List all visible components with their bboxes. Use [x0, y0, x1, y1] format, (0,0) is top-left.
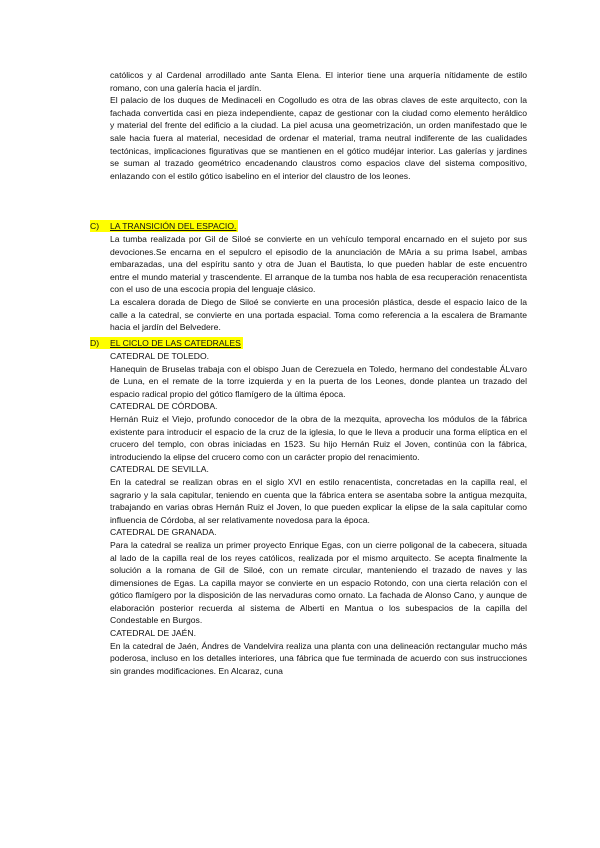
section-c-text-block: [110, 233, 527, 334]
section-c-heading: [90, 220, 238, 232]
jaen-paragraph: En la catedral de Jaén, Ándres de Vandelvira realiza una planta con una delineación rectangular mucho más poderosa, incluso en los detalles interiores, una fábrica que fue terminada de acuerdo con sus instrucciones sin grandes modificaciones. En Alcaraz, cuna: [110, 640, 527, 676]
section-c-title: LA TRANSICIÓN DEL ESPACIO.: [110, 221, 237, 231]
sevilla-paragraph: En la catedral se realizan obras en el siglo XVI en estilo renacentista, concretadas en la capilla real, el sagrario y la sala capitular, teniendo en cuenta que la fábrica entera se asentaba sobre la antigua mezquita, trabajando en varias obras Hernán Ruiz el Joven, lo que pueden explicar la elipse de la sala capitular como influencia de Córdoba, al ser relativamente novedosa para la época.: [110, 476, 527, 525]
section-d-letter: D): [90, 338, 100, 348]
cordoba-heading: CATEDRAL DE CÓRDOBA.: [110, 401, 218, 412]
granada-heading: CATEDRAL DE GRANADA.: [110, 527, 217, 538]
intro-text-block: [110, 69, 527, 182]
section-c-highlight: [90, 220, 238, 232]
section-d-title: EL CICLO DE LAS CATEDRALES: [110, 338, 241, 348]
jaen-heading: CATEDRAL DE JAÉN.: [110, 628, 196, 639]
intro-paragraph-2: El palacio de los duques de Medinaceli en Cogolludo es otra de las obras claves de este arquitecto, con la fachada convertida casi en pieza independiente, capaz de gestionar con la ciudad como elemento heráldico y material del frente del edificio a la ciudad. La piel acusa una geometrización, un orden manifestado que le sale hacia fuera al material, necesidad de ordenar el material, trama neutral indiferente de las cualidades tectónicas, implicaciones figurativas que se mantienen en el gótico mudéjar interior. Las galerías y jardines se suman al trazado geométrico encadenando claustros como espacios clave del sistema compositivo, enlazando con el estilo gótico isabelino en el interior del claustro de los leones.: [110, 95, 527, 181]
toledo-heading: CATEDRAL DE TOLEDO.: [110, 351, 210, 361]
cordoba-paragraph: Hernán Ruiz el Viejo, profundo conocedor de la obra de la mezquita, aprovecha los módulos de la fábrica existente para introducir el espacio de la cruz de la iglesia, lo que le lleva a producir una forma elíptica en el crucero del templo, con obras iniciadas en 1523. Su hijo Hernán Ruiz el Joven, continúa con la fábrica, introduciendo la elipse del crucero como con un carácter propio del renacimiento.: [110, 413, 527, 462]
section-c-paragraph-2: La escalera dorada de Diego de Siloé se convierte en una procesión plástica, desde el espacio laico de la calle a la catedral, se convierte en una portada espacial. Toma como referencia a la escalera de Bramante hacia el jardín del Belvedere.: [110, 296, 527, 333]
sevilla-heading: CATEDRAL DE SEVILLA.: [110, 464, 209, 475]
granada-paragraph: Para la catedral se realiza un primer proyecto Enrique Egas, con un cierre poligonal de la cabecera, situada al lado de la capilla real de los reyes católicos, realizada por el mismo arquitecto. Se acepta finalmente la solución a la romana de Gil de Siloé, con un remate circular, manteniendo el trazado de naves y las dimensiones de Egas. La capilla mayor se convierte en un espacio Rotondo, con una cierta relación con el gótico flamígero por la disposición de las nervaduras como ornato. La fachada de Alonso Cano, y aunque de elaboración posterior recuerda al sistema de Alberti en Mantua o los subespacios de la capilla del Condestable en Burgos.: [110, 539, 527, 626]
toledo-paragraph: Hanequin de Bruselas trabaja con el obispo Juan de Cerezuela en Toledo, hermano del condestable ÁLvaro de Luna, en el remate de la torre izquierda y en la puerta de los Leones, donde plantea un trazado del espacio radical propio del gótico flamígero de la última época.: [110, 363, 527, 399]
section-c-letter: C): [90, 221, 100, 231]
section-d-heading: [90, 337, 243, 349]
intro-paragraph-1: católicos y al Cardenal arrodillado ante Santa Elena. El interior tiene una arquería nítidamente de estilo romano, con una galería hacia el jardín.: [110, 70, 527, 93]
section-d-text-block: [110, 350, 527, 677]
section-d-highlight: [90, 337, 243, 349]
section-c-paragraph-1: La tumba realizada por Gil de Siloé se convierte en un vehículo temporal encarnado en el sujeto por sus devociones.Se encarna en el sepulcro el episodio de la anunciación de MAria a su prima Isabel, ambas embarazadas, una del espíritu santo y otra de Juan el Bautista, lo que pueden hablar de este encuentro entre el mundo material y trascendente. El arranque de la tumba nos habla de esa recuperación renacentista con el uso de una escocia propia del lenguaje clásico.: [110, 234, 527, 295]
